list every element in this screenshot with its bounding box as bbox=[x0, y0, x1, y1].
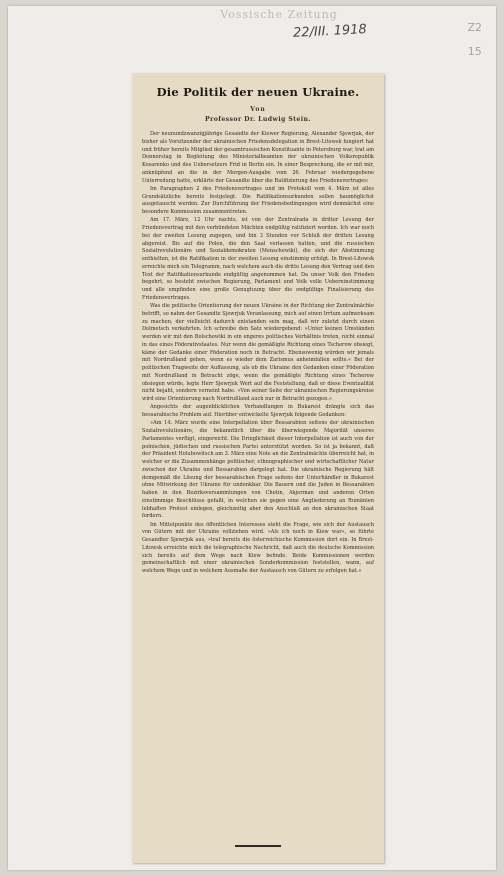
article-paragraph: »Am 14. März wurde eine Interpellation über Bessarabien seitens der ukrainischen Sozialrevolutionäre, die bekanntlich über die überwiegende Majorität unseres Parlamentes verfügt, eingereicht. Die Dringlichkeit dieser Interpellation ist auch von der polnischen, jüdischen und russischen Partei unterstützt worden. So ist ja bekannt, daß der Präsident Holubowitsch am 3. März eine Note an die Zentralmächte überreicht hat, in welcher er die Zusammenhänge politischer, ethnographischer und wirtschaftlicher Natur zwischen der Ukraine und Bessarabien dargelegt hat. Die ukrainische Regierung hält demgemäß die Lösung der bessarabischen Frage seitens der Unterhändler in Bukarest ohne Mitwirkung der Ukraine für undenkbar. Die Bauern und die Juden in Bessarabien haben in den Bezirksversammlungen von Chotin, Akjerman und anderen Orten einstimmige Beschlüsse gefaßt, in welchen sie gegen eine Angliederung an Rumänien lebhaften Protest einlegen, gleichzeitig aber den Anschluß an den ukrainischen Staat fordern. bbox=[142, 420, 374, 520]
article-paragraph: Am 17. März, 12 Uhr nachts, ist von der Zentralrada in dritter Lesung der Friedensvertrag mit den verbündeten Mächten endgültig ratifiziert worden. Ich war noch bei der zweiten Lesung zugegen, und bin 3 Stunden vor Schluß der dritten Lesung abgereist. Bis auf die Polen, die den Saal verlassen hatten, und die russischen Sozialrevolutionäre und Sozialdemokraten (Menschewiki), die sich der Abstimmung enthielten, ist die Ratifikation in der zweiten Lesung einstimmig erfolgt. In Brest-Litowsk erreichte mich ein Telegramm, nach welchem auch die dritte Lesung den Vertrag und den Text der Ratifikationsurkunde endgültig angenommen hat. Da unser Volk den Frieden begehrt, so besteht zwischen Regierung, Parlament und Volk volle Uebereinstimmung und alle empfinden eine große Genugtuung über die endgültige Finalisierung des Friedensvertrages. bbox=[142, 217, 374, 301]
article-body bbox=[142, 131, 374, 576]
article-title: Die Politik der neuen Ukraine. bbox=[156, 85, 360, 99]
byline-von: Von bbox=[250, 106, 266, 113]
article-paragraph: Im Paragraphen 2 des Friedensvertrages und im Protokoll vom 4. März ist alles Grundsätzliche bereits festgelegt. Die Ratifikationsurkunden sollen baumöglichst ausgetauscht werden. Zur Durchführung der Friedensbedingungen wird demnächst eine besondere Kommission zusammentreten. bbox=[142, 185, 374, 215]
newspaper-masthead: Vossische Zeitung bbox=[220, 8, 338, 21]
article-paragraph: Was die politische Orientierung der neuen Ukraine in der Richtung der Zentralmächte betrifft, so nahm der Gesandte Sjewrjuk Veranlassung, mich auf einen Irrtum aufmerksam zu machen, der vielleicht dadurch entstanden sein mag, daß wir zuletzt durch einen Dolmetsch verkehrten. Ich schreibe den Satz wiedergebend: »Unter keinen Umständen werden wir mit den Bolschewiki in ein engeres politisches Verhältnis treten, nicht einmal in das eines Föderativstaates. Nur wenn die gemäßigte Richtung eines Tscherow obsiegt, käme der Gedanke einer Föderation noch in Betracht. Ebensowenig würden wir jemals mit Nordrußland gehen, wenn es wieder dem Zarismus anheimfallen sollte.« Bei der politischen Tragweite der Auffassung, als ob die Ukraine den Gedanken einer Föderation mit Nordrußland in Betracht zöge, wenn die gemäßigte Richtung eines Tscherow obsiegen würde, legte Herr Sjewrjuk Wert auf die Feststellung, daß er diese Eventualität nicht bejaht, sondern verneint habe. »Von seiner Seite der ukrainischen Regierungskreise wird eine Orientierung nach Nordrußland auch nur in Betracht gezogen.« bbox=[142, 303, 374, 402]
pencil-mark-top: Z2 bbox=[467, 21, 482, 34]
pencil-mark-bottom: 15 bbox=[467, 45, 482, 58]
article-paragraph: Im Mittelpunkte des öffentlichen Interesses steht die Frage, wie sich der Austausch von Gütern mit der Ukraine vollziehen wird. »Als ich noch in Kiew war«, so führte Gesandter Sjewrjuk aus, »traf bereits die österreichische Kommission dort ein. In Brest-Litowsk erreichte mich die telegraphische Nachricht, daß auch die deutsche Kommission sich bereits auf dem Wege nach Kiew befinde. Beide Kommissionen werden gemeinschaftlich mit einer ukrainischen Sonderkommission feststellen, wann, auf welchem Wege und in welchem Ausmaße der Austausch von Gütern zu erfolgen hat.« bbox=[142, 521, 374, 574]
article-paragraph: Der neunundzwanzigjährige Gesandte der Kiewer Regierung, Alexander Sjewrjuk, der bisher als Vorsitzender der ukrainischen Friedensdelegation in Brest-Litowsk fungiert hat und früher bereits Mitglied der gesamtrussischen Konstituante in Petersburg war, trat am Donnerstag in Begleitung des Ministerialbeamten der ukrainischen Volksrepublik Kosarenko und des Uebersetzers Frid in Berlin ein. In einer Besprechung, die er mit mir, anknüpfend an die in der Morgen-Ausgabe vom 26. Februar wiedergegebene Unterredung hatte, erklärte der Gesandte über die Ratifizierung des Friedensvertrages: bbox=[142, 131, 374, 184]
article-paragraph: Angesichts der augenblicklichen Verhandlungen in Bukarest drängte sich das bessarabische Problem auf. Hierüber entwickelte Sjewrjuk folgende Gedanken: bbox=[142, 404, 374, 418]
archive-sheet bbox=[8, 6, 496, 870]
handwritten-date: 22/III. 1918 bbox=[292, 22, 368, 41]
newspaper-clipping bbox=[132, 73, 384, 863]
byline-author: Professor Dr. Ludwig Stein. bbox=[205, 116, 311, 123]
end-rule bbox=[235, 845, 281, 847]
pencil-annotation bbox=[467, 16, 482, 64]
